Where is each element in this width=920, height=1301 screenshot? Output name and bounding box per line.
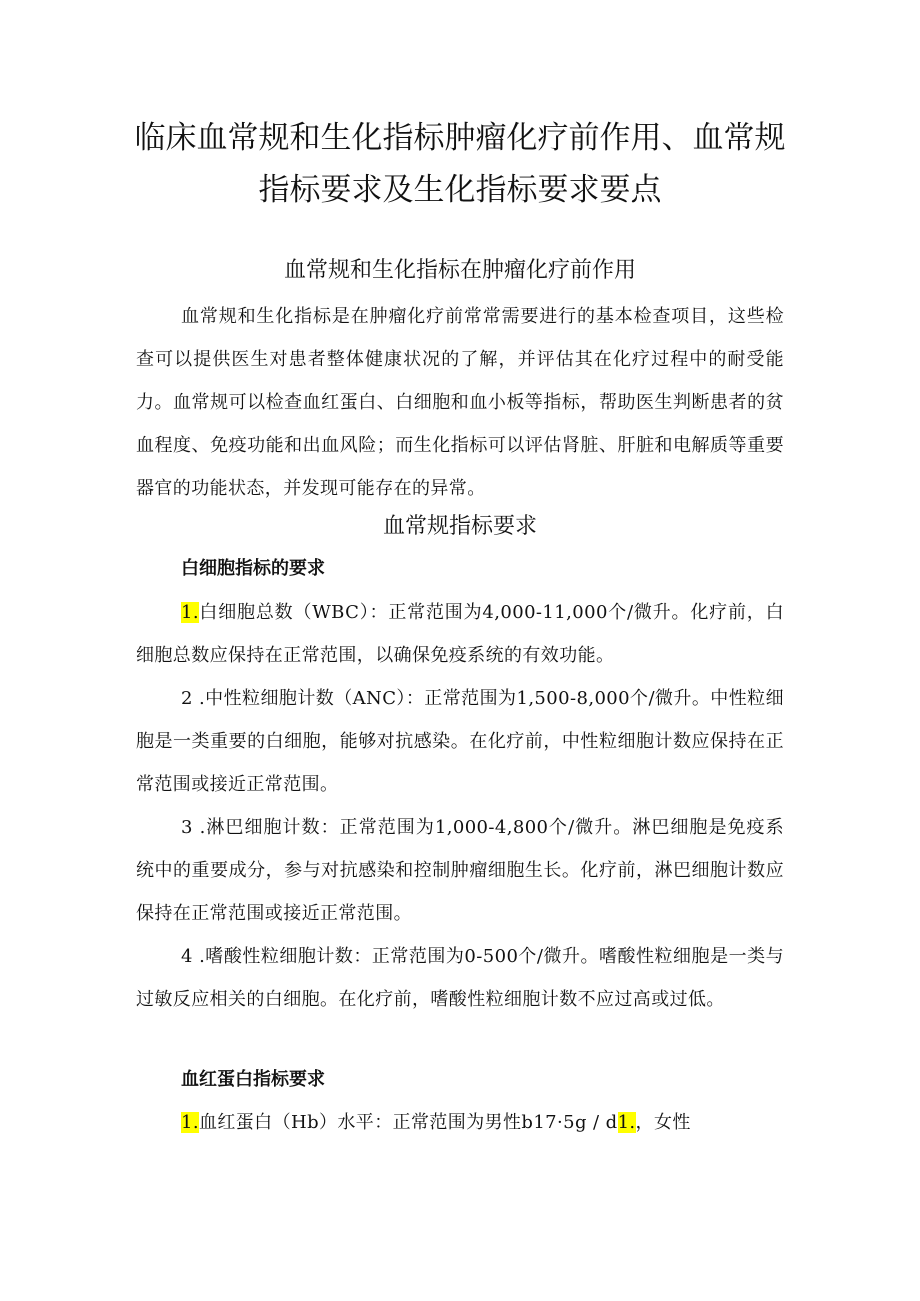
highlight-marker: 1.	[181, 1112, 199, 1133]
wbc-item-2: 2 .中性粒细胞计数（ANC）：正常范围为1,500-8,000个/微升。中性粒细胞是一类重要的白细胞，能够对抗感染。在化疗前，中性粒细胞计数应保持在正常范围或接近正常范围。	[136, 688, 784, 795]
wbc-item-4: 4 .嗜酸性粒细胞计数：正常范围为0-500个/微升。嗜酸性粒细胞是一类与过敏反应相关的白细胞。在化疗前，嗜酸性粒细胞计数不应过高或过低。	[136, 946, 784, 1010]
section-heading-role: 血常规和生化指标在肿瘤化疗前作用	[283, 258, 636, 283]
wbc-item-3: 3 .淋巴细胞计数：正常范围为1,000-4,800个/微升。淋巴细胞是免疫系统中的重要成分，参与对抗感染和控制肿瘤细胞生长。化疗前，淋巴细胞计数应保持在正常范围或接近正常范围。	[136, 817, 784, 924]
document-title: 临床血常规和生化指标肿瘤化疗前作用、血常规指标要求及生化指标要求要点	[134, 120, 786, 208]
highlight-marker: 1.	[617, 1112, 636, 1133]
hb-item-1-text-b: ，女性	[635, 1112, 691, 1133]
hb-item-1	[136, 1101, 784, 1144]
subheading-hb: 血红蛋白指标要求	[181, 1069, 325, 1090]
role-paragraph: 血常规和生化指标是在肿瘤化疗前常常需要进行的基本检查项目，这些检查可以提供医生对患者整体健康状况的了解，并评估其在化疗过程中的耐受能力。血常规可以检查血红蛋白、白细胞和血小板等指标，帮助医生判断患者的贫血程度、免疫功能和出血风险；而生化指标可以评估肾脏、肝脏和电解质等重要器官的功能状态，并发现可能存在的异常。	[136, 306, 784, 499]
highlight-marker: 1.	[181, 602, 199, 623]
section-heading-blood-routine: 血常规指标要求	[382, 514, 537, 539]
hb-item-1-text-a: 血红蛋白（Hb）水平：正常范围为男性b17·5g / d	[198, 1112, 618, 1133]
subheading-wbc: 白细胞指标的要求	[181, 558, 325, 579]
wbc-item-1	[136, 591, 784, 677]
wbc-item-1-text: 白细胞总数（WBC）：正常范围为4,000-11,000个/微升。化疗前，白细胞总数应保持在正常范围，以确保免疫系统的有效功能。	[136, 602, 784, 666]
